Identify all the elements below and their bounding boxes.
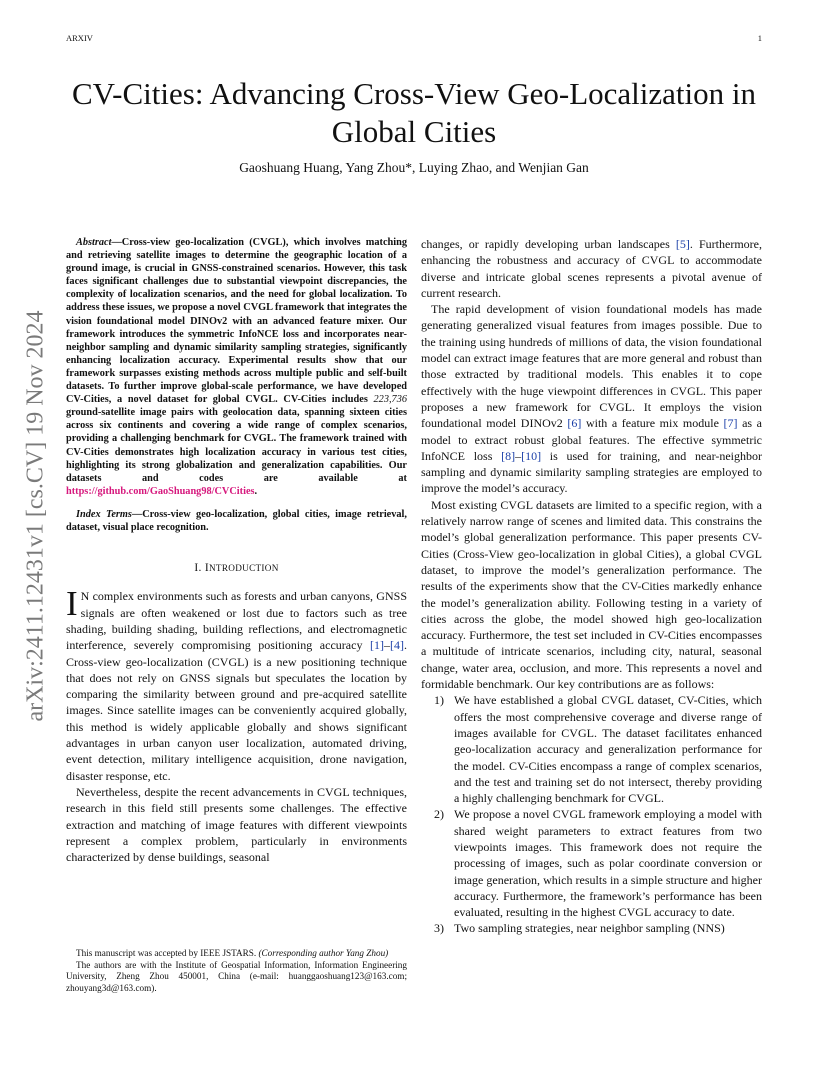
arxiv-stamp xyxy=(6,276,66,756)
intro-paragraph-continued xyxy=(421,236,762,301)
intro-paragraph-1 xyxy=(66,584,407,784)
right-column xyxy=(421,236,762,937)
citation-dash: – xyxy=(515,448,522,463)
footnote-corresponding: (Corresponding author Yang Zhou) xyxy=(258,948,389,958)
contribution-item xyxy=(421,920,762,936)
intro-paragraph-2: Nevertheless, despite the recent advancements in CVGL techniques, research in this field still presents some challenges. The effective extraction and matching of image features with different viewpoints represent a complex problem, particularly in environments characterized by dense buildings, seasonal xyxy=(66,784,407,865)
footnote-affiliation: The authors are with the Institute of Geospatial Information, Information Engineering University, Zheng Zhou 450001, China (e-mail: huanggaoshuang123@163.com; zhouyang3d@163.com). xyxy=(66,959,407,993)
section-heading-introduction xyxy=(66,560,407,576)
section-title-rest: NTRODUCTION xyxy=(208,563,279,574)
github-link[interactable]: https://github.com/GaoShuang98/CVCities xyxy=(66,485,255,497)
citation-link[interactable]: [4] xyxy=(390,638,404,653)
contribution-text: We propose a novel CVGL framework employing a model with shared weight parameters to extract features from two viewpoints images. This framework does not require the processing of images, such as polar coordinate conversion or image generation, which results in a simple structure and higher accuracy. Furthermore, the framework’s performance has been evaluated, resulting in the highest CVGL accuracy to date. xyxy=(454,807,762,920)
abstract-count: 223,736 xyxy=(373,394,407,406)
footnotes xyxy=(66,948,407,994)
citation-link[interactable]: [10] xyxy=(521,448,542,463)
drop-cap: I xyxy=(66,584,78,624)
index-terms-label: Index Terms xyxy=(76,508,132,520)
intro-paragraph-4: Most existing CVGL datasets are limited to a specific region, with a relatively narrow range of scenes and limited data. This constrains the model’s global generalization performance. This paper presents CV-Cities (Cross-View geo-localization in global Cities), a global CVGL dataset, to improve the model’s generalization performance. The results of the experiments show that the CV-Cities markedly enhance the model’s generalization ability. Following testing in a variety of cities across the globe, the model showed high geo-localization accuracy. Furthermore, the test set included in CV-Cities encompasses a multitude of intricate scenarios, including city, natural, seasonal change, water area, occlusion, and more. This represents a novel and formidable benchmark. Our key contributions are as follows: xyxy=(421,497,762,692)
intro-paragraph-3 xyxy=(421,301,762,497)
left-column xyxy=(66,236,407,865)
contribution-item xyxy=(421,806,762,920)
arxiv-stamp-text: arXiv:2411.12431v1 [cs.CV] 19 Nov 2024 xyxy=(22,310,49,722)
contribution-text: Two sampling strategies, near neighbor sampling (NNS) xyxy=(454,921,725,936)
r2-text-a: The rapid development of vision foundational models has made generating generalized visual features from images possible. Due to the training using hundreds of millions of data, the vision foundational model can extract image features that are more general and robust than those extracted by traditional models. This enables it to cope effectively with the huge viewpoint differences in CVGL. This paper proposes a new framework for CVGL. It employs the vision foundational model DINOv2 xyxy=(421,302,762,431)
citation-dash: – xyxy=(384,638,390,653)
running-head xyxy=(66,33,762,45)
citation-link[interactable]: [5] xyxy=(675,237,690,251)
contribution-item xyxy=(421,692,762,806)
page-number: 1 xyxy=(757,33,762,43)
r2-text-d: is used for training, and near-neighbor sampling and dynamic similarity sampling strategies are employed to improve the model’s accuracy. xyxy=(421,448,762,496)
citation-link[interactable]: [8] xyxy=(501,448,516,463)
paper-title: CV-Cities: Advancing Cross-View Geo-Localization in Global Cities xyxy=(71,76,757,149)
r1-text-b: . Furthermore, enhancing the robustness and accuracy of CVGL to accommodate diverse and intricate global scenes represents a pivotal avenue of current research. xyxy=(421,237,762,300)
intro-p1-text-b: . Cross-view geo-localization (CVGL) is a new positioning technique that does not rely on GNSS signals but speculates the location by comparing the similarity between ground and pre-acquired satellite images. Since satellite images can be conveniently acquired globally, this method is widely applicable globally and shows significant advantages in urban canyon user localization, automated driving, event detection, military intelligence acquisition, drone navigation, disaster response, etc. xyxy=(66,638,407,783)
footnote-acceptance xyxy=(66,948,407,960)
r2-text-c: as a model to extract robust global features. The effective symmetric InfoNCE loss xyxy=(421,416,762,463)
contribution-list xyxy=(421,692,762,936)
citation-link[interactable]: [6] xyxy=(567,416,582,431)
abstract-label: Abstract xyxy=(76,237,112,248)
abstract-text-2: ground-satellite image pairs with geolocation data, spanning sixteen cities across six continents and covering a wide range of complex scenarios, providing a challenging benchmark for CVGL. The framework trained with CV-Cities demonstrates high localization accuracy in various test cities, highlighting its strong globalization and generalization capabilities. Our datasets and codes are available at xyxy=(66,407,407,484)
contribution-number: 1) xyxy=(434,693,444,708)
r1-text-a: changes, or rapidly developing urban landscapes xyxy=(421,237,676,251)
abstract-text-1: —Cross-view geo-localization (CVGL), which involves matching and retrieving satellite images to determine the geographic location of a ground image, is crucial in GNSS-constrained scenarios. However, this task faces significant challenges due to substantial viewpoint discrepancies, the complexity of localization scenarios, and the need for global localization. To address these issues, we propose a novel CVGL framework that integrates the vision foundational model DINOv2 with an advanced feature mixer. Our framework introduces the symmetric InfoNCE loss and incorporates near-neighbor sampling and dynamic similarity sampling strategies, significantly enhancing localization accuracy. Experimental results show that our framework surpasses existing methods across multiple public and self-built datasets. To further improve global-scale performance, we have developed CV-Cities, a novel dataset for global CVGL. CV-Cities includes xyxy=(66,237,407,406)
citation-link[interactable]: [7] xyxy=(723,416,738,431)
footnote-acceptance-text: This manuscript was accepted by IEEE JSTARS. xyxy=(76,948,259,958)
index-terms-text: —Cross-view geo-localization, global cities, image retrieval, dataset, visual place recognition. xyxy=(66,508,407,533)
contribution-number: 3) xyxy=(434,921,444,936)
contribution-number: 2) xyxy=(434,807,444,822)
intro-p1-text-a: N complex environments such as forests and urban canyons, GNSS signals are often weakened or lost due to factors such as tree shading, building shading, building reflections, and electromagnetic interference, severely compromising positioning accuracy xyxy=(66,589,407,653)
section-title-initial: I xyxy=(204,562,209,575)
citation-link[interactable]: [1] xyxy=(370,638,384,653)
journal-name: ARXIV xyxy=(66,33,93,43)
abstract-text-3: . xyxy=(254,485,258,497)
abstract xyxy=(66,236,407,498)
contribution-text: We have established a global CVGL dataset, CV-Cities, which offers the most comprehensive coverage and diverse range of images available for CVGL. The dataset facilitates enhanced geo-localization accuracy and generalization performance for the model. CV-Cities encompass a range of complex scenarios, and the test and training set do not intersect, thereby providing a highly challenging benchmark for CVGL. xyxy=(454,693,762,806)
index-terms xyxy=(66,508,407,534)
r2-text-b: with a feature mix module xyxy=(581,416,724,431)
author-list: Gaoshuang Huang, Yang Zhou*, Luying Zhao, and Wenjian Gan xyxy=(239,160,589,175)
section-numeral: I. xyxy=(194,562,202,575)
